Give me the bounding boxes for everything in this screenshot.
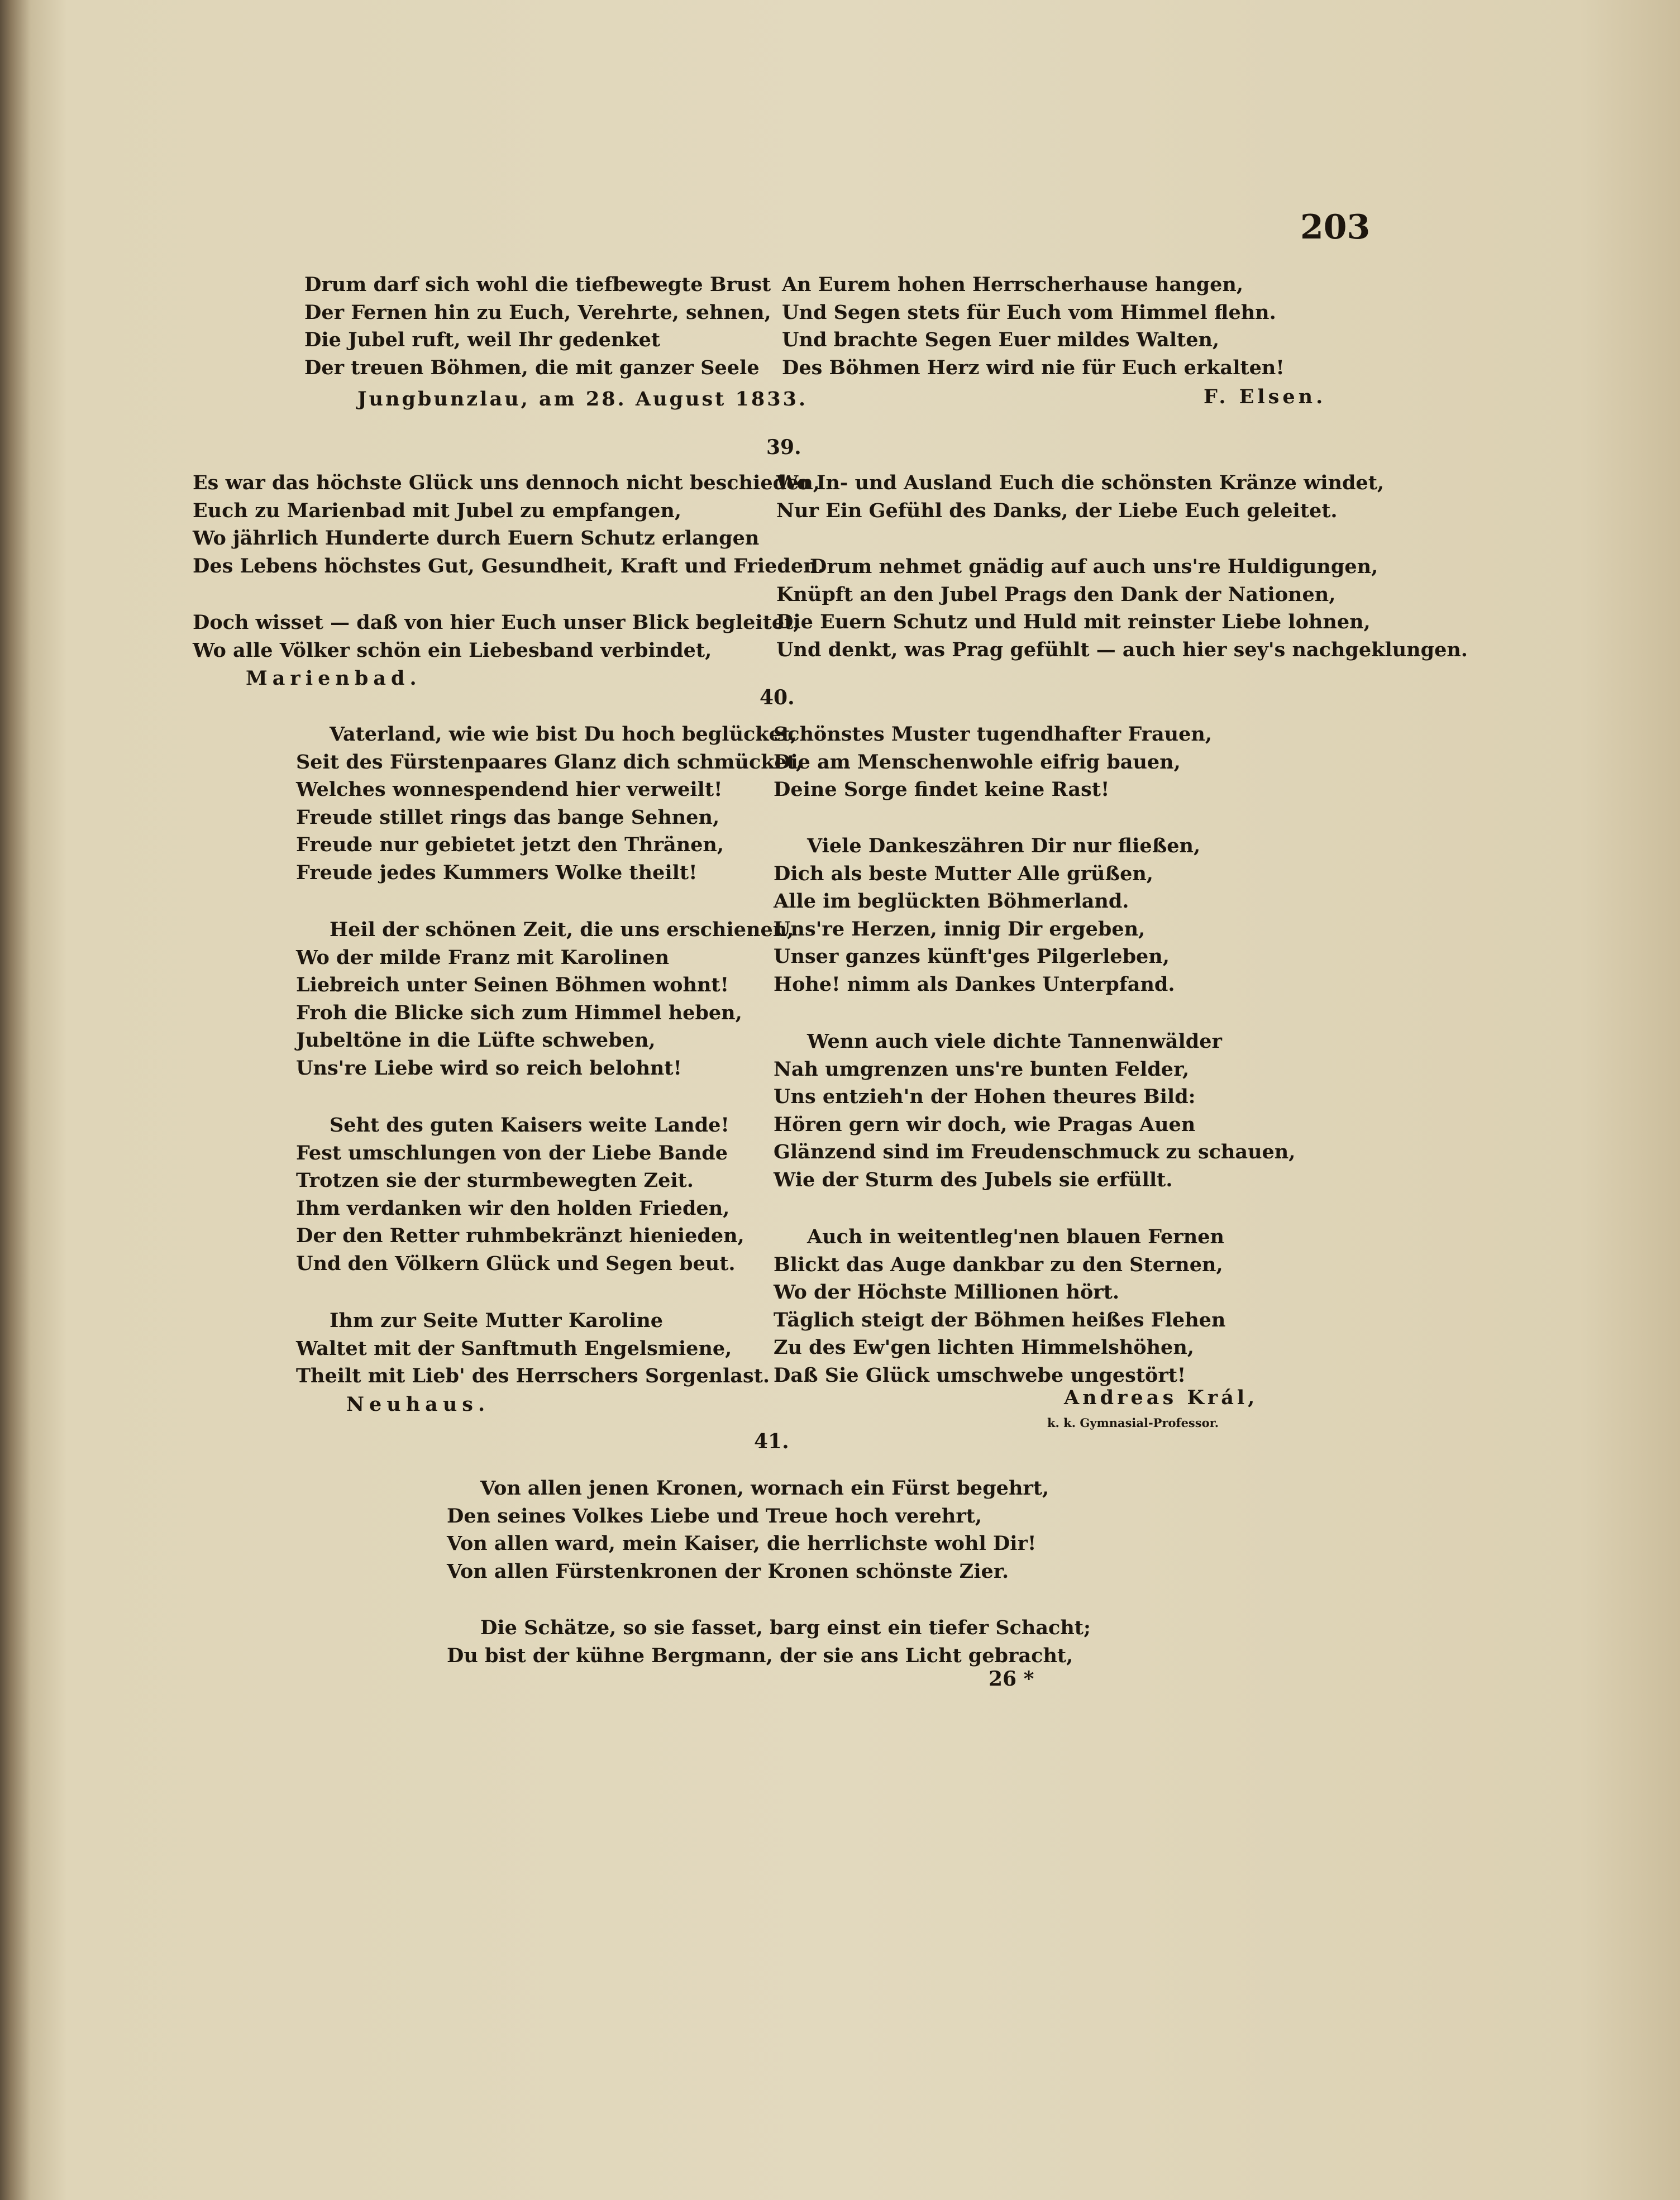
- poem-39-left-stanza-1: [193, 469, 824, 580]
- verse-line: Wie der Sturm des Jubels sie erfüllt.: [774, 1168, 1173, 1191]
- top-left-verse: [304, 271, 771, 381]
- verse-line: Waltet mit der Sanftmuth Engelsmiene,: [296, 1337, 732, 1360]
- verse-line: Wo der Höchste Millionen hört.: [774, 1281, 1120, 1304]
- author-signature: F. Elsen.: [1204, 385, 1326, 408]
- verse-line: Von allen jenen Kronen, wornach ein Fürst begehrt,: [480, 1477, 1049, 1500]
- verse-line: Vaterland, wie wie bist Du hoch beglücket,: [330, 723, 798, 746]
- place-marienbad: Marienbad.: [246, 667, 422, 690]
- verse-line: Jubeltöne in die Lüfte schweben,: [296, 1029, 656, 1052]
- verse-line: Den seines Volkes Liebe und Treue hoch verehrt,: [447, 1504, 982, 1528]
- poem-40-right-stanza-4: [774, 1223, 1225, 1390]
- verse-line: Unser ganzes künft'ges Pilgerleben,: [774, 945, 1170, 968]
- verse-line: Auch in weitentleg'nen blauen Fernen: [807, 1225, 1224, 1248]
- verse-line: Wo der milde Franz mit Karolinen: [296, 946, 670, 969]
- verse-line: Täglich steigt der Böhmen heißes Flehen: [774, 1308, 1226, 1332]
- verse-line: Wo jährlich Hunderte durch Euern Schutz erlangen: [193, 527, 760, 550]
- verse-line: Daß Sie Glück umschwebe ungestört!: [774, 1363, 1186, 1387]
- verse-line: Heil der schönen Zeit, die uns erschienen,: [330, 918, 794, 941]
- verse-line: Blickt das Auge dankbar zu den Sternen,: [774, 1253, 1223, 1276]
- verse-line: Glänzend sind im Freudenschmuck zu schauen,: [774, 1140, 1296, 1164]
- verse-line: Schönstes Muster tugendhafter Frauen,: [774, 723, 1213, 746]
- verse-line: Ihm verdanken wir den holden Frieden,: [296, 1196, 730, 1220]
- verse-line: Und brachte Segen Euer mildes Walten,: [782, 328, 1220, 352]
- verse-line: Seht des guten Kaisers weite Lande!: [330, 1114, 729, 1137]
- place-neuhaus: Neuhaus.: [346, 1393, 490, 1416]
- poem-40-left-stanza-2: [296, 916, 794, 1082]
- verse-line: Wenn auch viele dichte Tannenwälder: [807, 1030, 1222, 1053]
- verse-line: Dich als beste Mutter Alle grüßen,: [774, 862, 1153, 885]
- verse-line: Hohe! nimm als Dankes Unterpfand.: [774, 972, 1175, 996]
- verse-line: Euch zu Marienbad mit Jubel zu empfangen,: [193, 499, 681, 522]
- author-signature: Andreas Král,: [1064, 1386, 1258, 1409]
- verse-line: Der Fernen hin zu Euch, Verehrte, sehnen,: [304, 300, 771, 324]
- verse-line: Trotzen sie der sturmbewegten Zeit.: [296, 1169, 694, 1192]
- verse-line: Zu des Ew'gen lichten Himmelshöhen,: [774, 1336, 1194, 1359]
- poem-40-left-stanza-3: [296, 1111, 744, 1278]
- verse-line: Du bist der kühne Bergmann, der sie ans Licht gebracht,: [447, 1644, 1073, 1667]
- verse-line: Die Euern Schutz und Huld mit reinster Liebe lohnen,: [776, 610, 1371, 634]
- verse-line: Freude nur gebietet jetzt den Thränen,: [296, 833, 724, 857]
- verse-line: Und Segen stets für Euch vom Himmel flehn.: [782, 300, 1276, 324]
- verse-line: Doch wisset — daß von hier Euch unser Blick begleitet,: [193, 611, 800, 634]
- place-date: Jungbunzlau, am 28. August 1833.: [357, 388, 808, 411]
- verse-line: Froh die Blicke sich zum Himmel heben,: [296, 1001, 742, 1024]
- poem-39-right-stanza-1: [776, 469, 1384, 524]
- verse-line: Des Böhmen Herz wird nie für Euch erkalten!: [782, 356, 1285, 379]
- verse-line: Und denkt, was Prag gefühlt — auch hier sey's nachgeklungen.: [776, 638, 1468, 661]
- verse-line: Es war das höchste Glück uns dennoch nicht beschieden,: [193, 471, 820, 494]
- verse-line: Die am Menschenwohle eifrig bauen,: [774, 750, 1181, 774]
- verse-line: Theilt mit Lieb' des Herrschers Sorgenlast.: [296, 1364, 770, 1388]
- verse-line: Drum darf sich wohl die tiefbewegte Brust: [304, 273, 771, 296]
- verse-line: Wo alle Völker schön ein Liebesband verbindet,: [193, 638, 712, 662]
- poem-40-left-stanza-4: [296, 1307, 770, 1390]
- verse-line: Uns're Liebe wird so reich belohnt!: [296, 1056, 682, 1080]
- poem-40-right-stanza-1: [774, 720, 1212, 804]
- verse-line: Seit des Fürstenpaares Glanz dich schmücket,: [296, 750, 803, 774]
- poem-39-left-stanza-2: [193, 609, 800, 664]
- verse-line: Freude jedes Kummers Wolke theilt!: [296, 861, 698, 884]
- verse-line: Hören gern wir doch, wie Pragas Auen: [774, 1113, 1196, 1136]
- author-title: k. k. Gymnasial-Professor.: [1047, 1416, 1219, 1430]
- verse-line: Die Schätze, so sie fasset, barg einst ein tiefer Schacht;: [480, 1616, 1091, 1639]
- verse-line: Fest umschlungen von der Liebe Bande: [296, 1141, 728, 1165]
- top-right-verse: [782, 271, 1285, 381]
- verse-line: Und den Völkern Glück und Segen beut.: [296, 1252, 736, 1275]
- verse-line: Nah umgrenzen uns're bunten Felder,: [774, 1057, 1190, 1081]
- verse-line: Von allen Fürstenkronen der Kronen schönste Zier.: [447, 1559, 1009, 1583]
- poem-number: 40.: [760, 686, 795, 709]
- verse-line: Drum nehmet gnädig auf auch uns're Huldigungen,: [810, 555, 1378, 578]
- verse-line: Nur Ein Gefühl des Danks, der Liebe Euch geleitet.: [776, 499, 1338, 522]
- verse-line: Deine Sorge findet keine Rast!: [774, 778, 1110, 801]
- poem-39-right-stanza-2: [776, 553, 1468, 664]
- poem-40-left-stanza-1: [296, 720, 803, 887]
- verse-line: Ihm zur Seite Mutter Karoline: [330, 1309, 664, 1332]
- poem-number: 41.: [754, 1430, 789, 1453]
- verse-line: Von allen ward, mein Kaiser, die herrlichste wohl Dir!: [447, 1532, 1037, 1555]
- verse-line: Viele Dankeszähren Dir nur fließen,: [807, 834, 1201, 857]
- verse-line: Liebreich unter Seinen Böhmen wohnt!: [296, 973, 729, 997]
- verse-line: Uns're Herzen, innig Dir ergeben,: [774, 917, 1146, 941]
- signature-mark: 26 *: [989, 1667, 1034, 1691]
- verse-line: Uns entzieh'n der Hohen theures Bild:: [774, 1085, 1196, 1109]
- verse-line: Des Lebens höchstes Gut, Gesundheit, Kraft und Frieden.: [193, 554, 824, 578]
- poem-40-right-stanza-2: [774, 832, 1200, 999]
- poem-41-stanza-1: [447, 1474, 1049, 1585]
- verse-line: Knüpft an den Jubel Prags den Dank der Nationen,: [776, 583, 1336, 606]
- verse-line: Welches wonnespendend hier verweilt!: [296, 778, 723, 801]
- verse-line: Der treuen Böhmen, die mit ganzer Seele: [304, 356, 760, 379]
- verse-line: An Eurem hohen Herrscherhause hangen,: [782, 273, 1244, 296]
- poem-40-right-stanza-3: [774, 1028, 1295, 1194]
- verse-line: Alle im beglückten Böhmerland.: [774, 890, 1129, 913]
- poem-41-stanza-2: [447, 1614, 1091, 1669]
- verse-line: Freude stillet rings das bange Sehnen,: [296, 805, 720, 829]
- verse-line: Der den Retter ruhmbekränzt hienieden,: [296, 1224, 744, 1248]
- verse-line: Die Jubel ruft, weil Ihr gedenket: [304, 328, 661, 352]
- poem-number: 39.: [766, 436, 801, 459]
- verse-line: Wo In- und Ausland Euch die schönsten Kränze windet,: [776, 471, 1385, 494]
- page-number: 203: [1300, 208, 1371, 247]
